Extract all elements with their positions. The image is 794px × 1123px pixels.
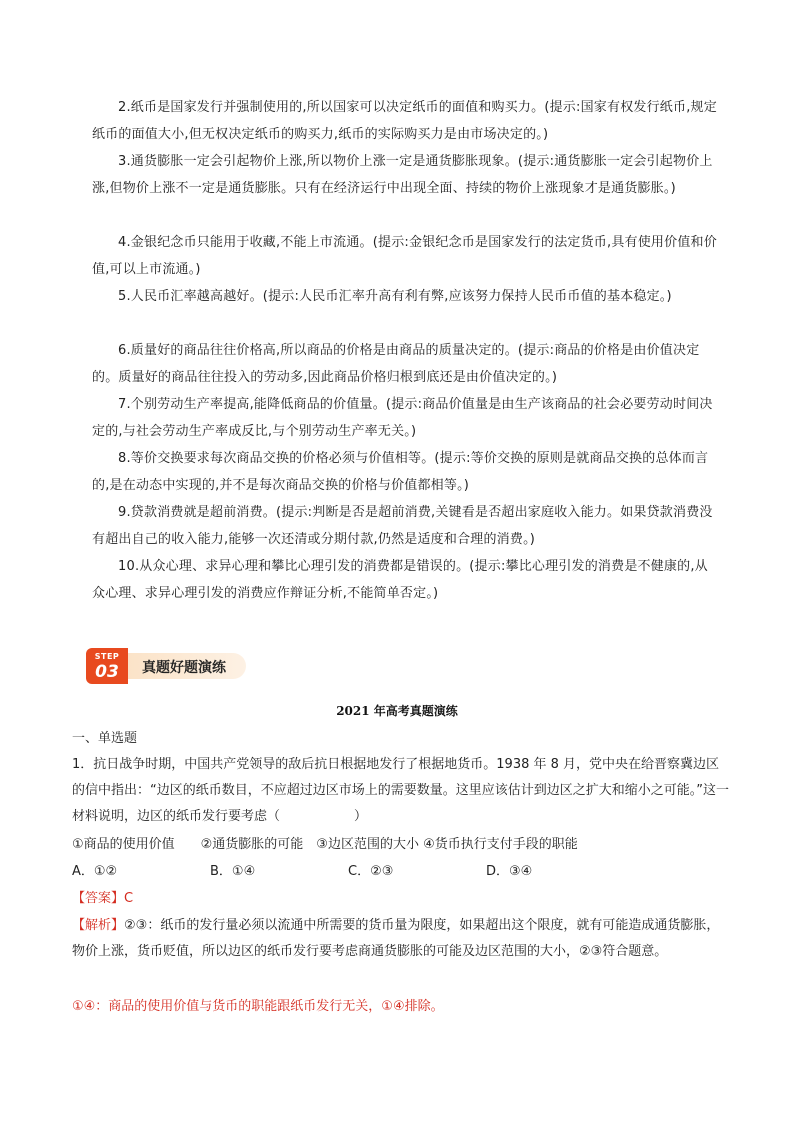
review-item-4: 4.金银纪念币只能用于收藏,不能上市流通。(提示:金银纪念币是国家发行的法定货币,具有使用价值和价值,可以上市流通。) [92, 235, 717, 277]
question-options [72, 859, 732, 885]
review-item-9: 9.贷款消费就是超前消费。(提示:判断是否是超前消费,关键看是否超出家庭收入能力。如果贷款消费没有超出自己的收入能力,能够一次还清或分期付款,仍然是适度和合理的消费。) [92, 505, 713, 547]
step-word: STEP [94, 652, 120, 661]
review-item-6: 6.质量好的商品往往价格高,所以商品的价格是由商品的质量决定的。(提示:商品的价格是由价值决定的。质量好的商品往往投入的劳动多,因此商品价格归根到底还是由价值决定的。) [92, 343, 700, 385]
option-c: C．②③ [348, 864, 394, 879]
step-title-bar [128, 653, 246, 679]
analysis-text: ②③：纸币的发行量必须以流通中所需要的货币量为限度，如果超出这个限度，就有可能造成通货膨胀，物价上涨，货币贬值，所以边区的纸币发行要考虑商通货膨胀的可能及边区范围的大小，②③符合题意。 [72, 918, 720, 959]
analysis-label: 【解析】 [72, 918, 125, 933]
review-item-2: 2.纸币是国家发行并强制使用的,所以国家可以决定纸币的面值和购买力。(提示:国家有权发行纸币,规定纸币的面值大小,但无权决定纸币的购买力,纸币的实际购买力是由市场决定的。) [92, 100, 717, 142]
review-item-5: 5.人民币汇率越高越好。(提示:人民币汇率升高有利有弊,应该努力保持人民币币值的基本稳定。) [118, 289, 672, 304]
option-d: D．③④ [486, 864, 533, 879]
answer-label: 【答案】 [72, 891, 125, 906]
question-stem-text: 1．抗日战争时期，中国共产党领导的敌后抗日根据地发行了根据地货币。1938 年 8 月，党中央在给晋察冀边区的信中指出：“边区的纸币数目，不应超过边区市场上的需要数量。这里应该估计到边区之扩大和缩小之可能。”这一材料说明，边区的纸币发行要考虑（ [72, 757, 729, 824]
section-heading: 2021 年高考真题演练 [336, 704, 458, 718]
question-statements: ①商品的使用价值 ②通货膨胀的可能 ③边区范围的大小 ④货币执行支付手段的职能 [72, 837, 578, 852]
option-b: B．①④ [210, 864, 256, 879]
answer-line [72, 886, 732, 912]
option-a: A．①② [72, 864, 118, 879]
question-stem [72, 752, 732, 830]
step-badge [86, 648, 128, 684]
step-number: 03 [95, 662, 119, 682]
analysis-line [72, 913, 732, 965]
review-item-7: 7.个别劳动生产率提高,能降低商品的价值量。(提示:商品价值量是由生产该商品的社会必要劳动时间决定的,与社会劳动生产率成反比,与个别劳动生产率无关。) [92, 397, 713, 439]
step-banner [86, 648, 250, 684]
question-type: 一、单选题 [72, 731, 138, 746]
answer-value: C [124, 891, 134, 906]
review-item-10: 10.从众心理、求异心理和攀比心理引发的消费都是错误的。(提示:攀比心理引发的消费是不健康的,从众心理、求异心理引发的消费应作辩证分析,不能简单否定。) [92, 559, 708, 601]
review-item-3: 3.通货膨胀一定会引起物价上涨,所以物价上涨一定是通货膨胀现象。(提示:通货膨胀一定会引起物价上涨,但物价上涨不一定是通货膨胀。只有在经济运行中出现全面、持续的物价上涨现象才是通货膨胀。) [92, 154, 713, 196]
analysis-extra: ①④：商品的使用价值与货币的职能跟纸币发行无关，①④排除。 [72, 999, 444, 1014]
review-item-8: 8.等价交换要求每次商品交换的价格必须与价值相等。(提示:等价交换的原则是就商品交换的总体而言的,是在动态中实现的,并不是每次商品交换的价格与价值都相等。) [92, 451, 709, 493]
step-title: 真题好题演练 [142, 660, 226, 676]
question-stem-close: ） [354, 809, 368, 824]
